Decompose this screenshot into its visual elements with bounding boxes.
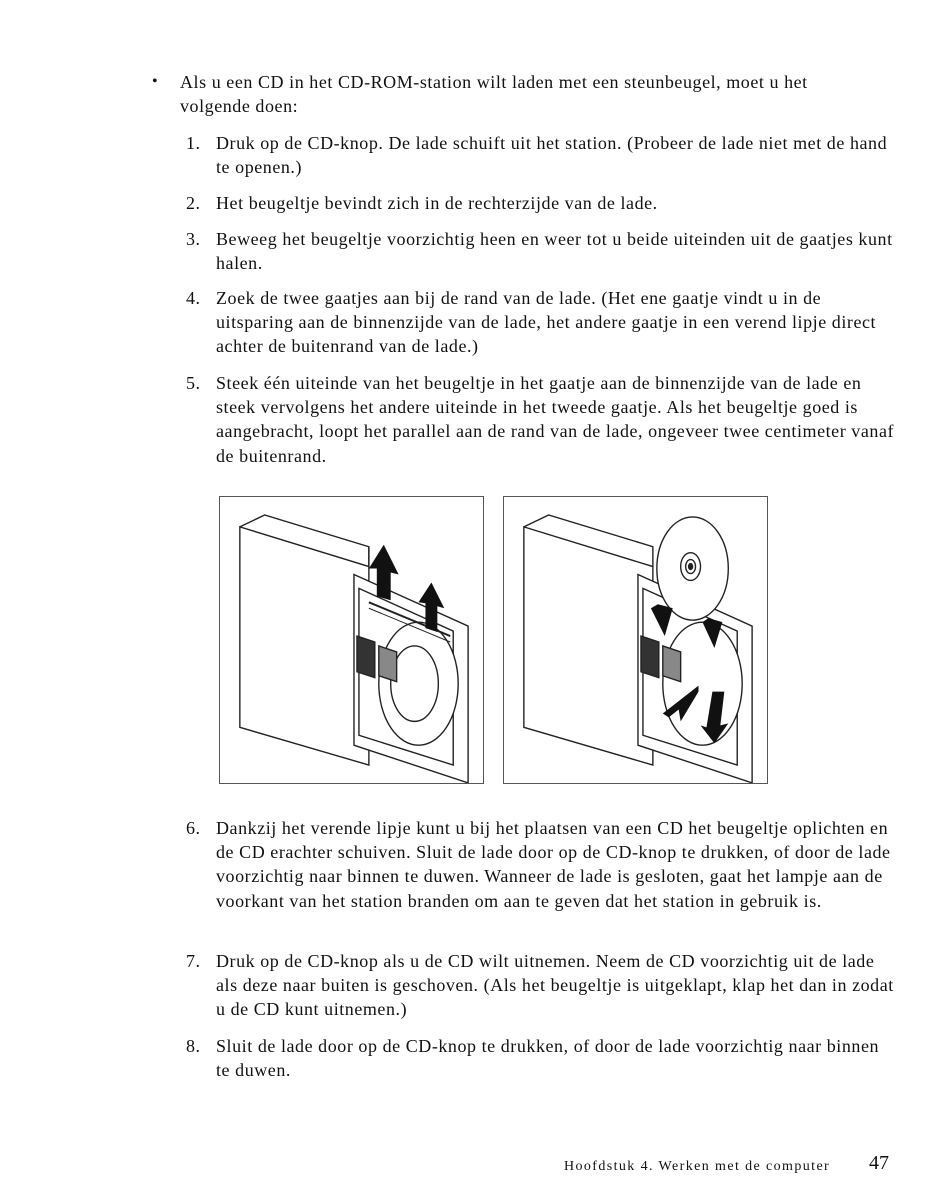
step-text: Druk op de CD-knop. De lade schuift uit het station. (Probeer de lade niet met de hand te openen.) (216, 133, 888, 178)
step-text: Zoek de twee gaatjes aan bij de rand van de lade. (Het ene gaatje vindt u in de uitsparing aan de binnenzijde van de lade, het andere gaatje in een verend lipje direct achter de buitenrand van de lade.) (216, 288, 877, 357)
intro-text: Als u een CD in het CD-ROM-station wilt laden met een steunbeugel, moet u het volgende doen: (180, 72, 808, 117)
illustration-bracket-removal (219, 496, 484, 784)
bullet-icon: • (152, 73, 159, 90)
step-text: Druk op de CD-knop als u de CD wilt uitnemen. Neem de CD voorzichtig uit de lade als deze naar buiten is geschoven. (Als het beugeltje is uitgeklapt, klap het dan in zodat u de CD kunt uitnemen.) (216, 951, 894, 1020)
illustration-cd-insertion (503, 496, 768, 784)
step-number: 4. (186, 288, 201, 308)
step-text: Dankzij het verende lipje kunt u bij het plaatsen van een CD het beugeltje oplichten en de CD erachter schuiven. Sluit de lade door op de CD-knop te drukken, of door de lade voorzichtig naar binnen te duwen. Wanneer de lade is gesloten, gaat het lampje aan de voorkant van het station branden om aan te geven dat het station in gebruik is. (216, 818, 891, 911)
step-number: 8. (186, 1036, 201, 1056)
step-number: 5. (186, 373, 201, 393)
step-number: 6. (186, 818, 201, 838)
step-number: 7. (186, 951, 201, 971)
step-number: 1. (186, 133, 201, 153)
step-number: 3. (186, 229, 201, 249)
step-text: Het beugeltje bevindt zich in de rechterzijde van de lade. (216, 193, 658, 213)
page-number: 47 (869, 1152, 889, 1174)
step-text: Sluit de lade door op de CD-knop te drukken, of door de lade voorzichtig naar binnen te duwen. (216, 1036, 880, 1081)
cd-drive-bracket-illustration (220, 497, 483, 783)
chapter-title: Hoofdstuk 4. Werken met de computer (564, 1159, 831, 1174)
cd-drive-disc-illustration (504, 497, 767, 783)
step-number: 2. (186, 193, 201, 213)
step-text: Steek één uiteinde van het beugeltje in het gaatje aan de binnenzijde van de lade en steek vervolgens het andere uiteinde in het tweede gaatje. Als het beugeltje goed is aangebracht, loopt het parallel aan de rand van de lade, ongeveer twee centimeter vanaf de buitenrand. (216, 373, 895, 466)
step-text: Beweeg het beugeltje voorzichtig heen en weer tot u beide uiteinden uit de gaatjes kunt halen. (216, 229, 893, 274)
